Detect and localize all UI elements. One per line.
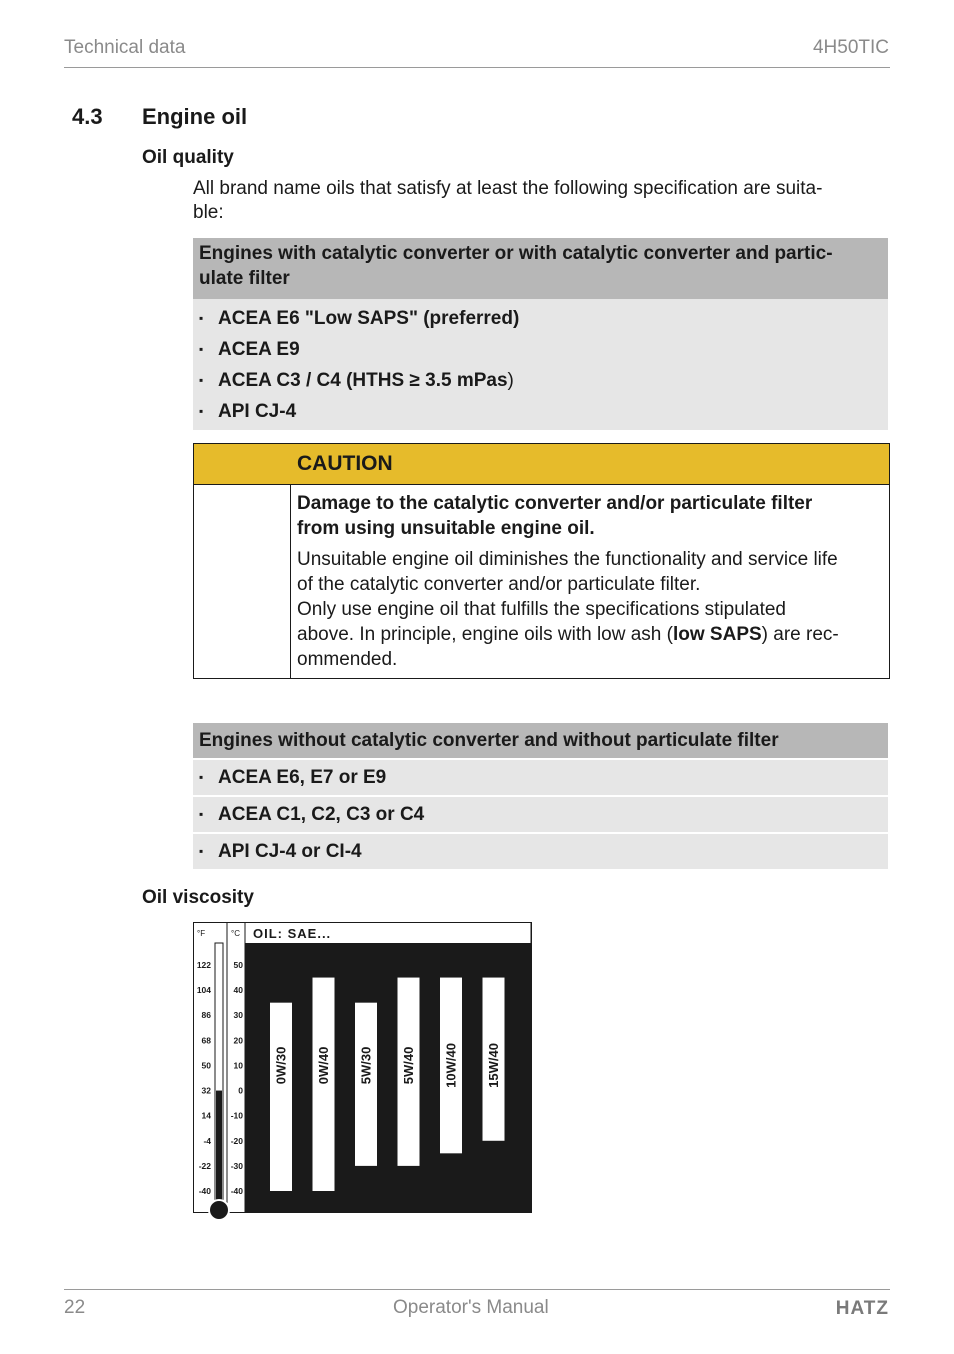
celsius-tick-label: -40 bbox=[230, 1186, 243, 1196]
celsius-tick-label: 50 bbox=[233, 960, 243, 970]
caution-header bbox=[194, 444, 889, 485]
viscosity-chart bbox=[193, 922, 533, 1222]
bullet-icon: ▪ bbox=[199, 844, 204, 858]
section-title: Engine oil bbox=[142, 104, 248, 129]
caution-icon-cell bbox=[194, 485, 291, 678]
bullet-icon: ▪ bbox=[199, 373, 204, 387]
viscosity-bar bbox=[270, 1003, 292, 1191]
list-item-text: API CJ-4 or CI-4 bbox=[218, 841, 362, 862]
bullet-icon: ▪ bbox=[199, 342, 204, 356]
fahrenheit-tick-label: 50 bbox=[201, 1060, 211, 1071]
caution-label: CAUTION bbox=[297, 452, 393, 475]
bullet-icon: ▪ bbox=[199, 404, 204, 418]
caution-text-line: Only use engine oil that fulfills the specifications stipulated bbox=[297, 599, 786, 620]
fahrenheit-tick-label: 86 bbox=[201, 1010, 211, 1021]
fahrenheit-tick-label: 68 bbox=[201, 1035, 211, 1046]
hatz-logo: HATZ bbox=[835, 1298, 889, 1319]
non-catalytic-spec-header: Engines without catalytic converter and without particulate filter bbox=[193, 723, 888, 758]
caution-text-part: ) are rec- bbox=[761, 624, 839, 645]
intro-line: All brand name oils that satisfy at least the following specification are suita- bbox=[193, 178, 823, 199]
list-item bbox=[193, 760, 888, 795]
caution-text-line: Unsuitable engine oil diminishes the functionality and service life bbox=[297, 549, 838, 570]
list-item-text: ACEA E9 bbox=[218, 339, 300, 360]
list-item bbox=[193, 797, 888, 832]
viscosity-bar-label: 10W/40 bbox=[443, 1043, 459, 1088]
intro-line: ble: bbox=[193, 202, 224, 223]
caution-text-line: of the catalytic converter and/or particulate filter. bbox=[297, 574, 701, 595]
caution-text-line: ommended. bbox=[297, 649, 398, 670]
footer-title: Operator's Manual bbox=[393, 1297, 549, 1318]
viscosity-bar-label: 5W/30 bbox=[358, 1046, 374, 1085]
header-divider bbox=[64, 67, 890, 68]
celsius-tick-label: 0 bbox=[238, 1085, 243, 1096]
list-item-tail: ) bbox=[507, 370, 514, 391]
celsius-tick-label: -10 bbox=[230, 1110, 243, 1121]
list-item-text: API CJ-4 bbox=[218, 401, 297, 422]
viscosity-bar-label: 0W/30 bbox=[273, 1046, 289, 1085]
list-item bbox=[193, 334, 888, 365]
celsius-tick-label: -30 bbox=[230, 1160, 243, 1171]
page-number: 22 bbox=[64, 1297, 86, 1318]
thermometer-bulb bbox=[209, 1200, 229, 1220]
caution-title-line: Damage to the catalytic converter and/or particulate filter bbox=[297, 493, 813, 514]
section-number: 4.3 bbox=[72, 104, 103, 129]
non-catalytic-spec-box bbox=[193, 723, 888, 869]
fahrenheit-unit: °F bbox=[197, 929, 206, 938]
header-model: 4H50TIC bbox=[812, 37, 889, 58]
celsius-tick-label: -20 bbox=[230, 1135, 243, 1146]
caution-text-bold: low SAPS bbox=[672, 624, 762, 645]
footer-divider bbox=[64, 1289, 890, 1290]
bullet-icon: ▪ bbox=[199, 770, 204, 784]
list-item-text: ACEA E6, E7 or E9 bbox=[218, 767, 387, 788]
bullet-icon: ▪ bbox=[199, 807, 204, 821]
fahrenheit-tick-label: 32 bbox=[201, 1085, 211, 1096]
header-section-title: Technical data bbox=[64, 37, 186, 58]
oil-viscosity-heading: Oil viscosity bbox=[142, 887, 254, 908]
viscosity-bar-label: 15W/40 bbox=[486, 1043, 501, 1088]
oil-quality-heading: Oil quality bbox=[142, 147, 234, 168]
caution-text-line bbox=[297, 622, 887, 647]
fahrenheit-tick-label: 14 bbox=[201, 1110, 211, 1121]
celsius-tick-label: 30 bbox=[233, 1010, 243, 1021]
fahrenheit-tick-label: -22 bbox=[198, 1160, 211, 1171]
viscosity-bar-label: 5W/40 bbox=[401, 1046, 416, 1085]
list-item bbox=[193, 303, 888, 334]
caution-text bbox=[297, 491, 887, 672]
catalytic-spec-list bbox=[193, 299, 888, 430]
caution-box bbox=[193, 443, 890, 679]
celsius-tick-label: 20 bbox=[233, 1035, 243, 1046]
fahrenheit-tick-label: 122 bbox=[196, 960, 211, 970]
oil-label: OIL: SAE... bbox=[253, 926, 332, 941]
list-item bbox=[193, 365, 888, 396]
catalytic-spec-box bbox=[193, 238, 888, 430]
celsius-unit: °C bbox=[231, 929, 240, 938]
viscosity-bar-label: 0W/40 bbox=[316, 1046, 331, 1085]
caution-title-line: from using unsuitable engine oil. bbox=[297, 518, 595, 539]
list-item-text: ACEA C3 / C4 (HTHS ≥ 3.5 mPas bbox=[218, 370, 508, 391]
header-line: ulate filter bbox=[199, 268, 290, 289]
header-line: Engines with catalytic converter or with catalytic converter and partic- bbox=[199, 243, 833, 264]
caution-text-part: above. In principle, engine oils with low ash ( bbox=[297, 624, 673, 645]
bullet-icon: ▪ bbox=[199, 311, 204, 325]
list-item-text: ACEA E6 "Low SAPS" (preferred) bbox=[218, 308, 520, 329]
fahrenheit-tick-label: -4 bbox=[203, 1135, 211, 1146]
thermometer-level bbox=[216, 1091, 222, 1203]
celsius-tick-label: 10 bbox=[233, 1060, 243, 1071]
list-item-text: ACEA C1, C2, C3 or C4 bbox=[218, 804, 425, 825]
oil-quality-intro bbox=[193, 177, 883, 225]
catalytic-spec-header bbox=[193, 238, 888, 299]
list-item bbox=[193, 834, 888, 869]
fahrenheit-tick-label: -40 bbox=[198, 1186, 211, 1196]
celsius-tick-label: 40 bbox=[233, 985, 243, 996]
list-item bbox=[193, 396, 888, 427]
fahrenheit-tick-label: 104 bbox=[196, 985, 211, 996]
